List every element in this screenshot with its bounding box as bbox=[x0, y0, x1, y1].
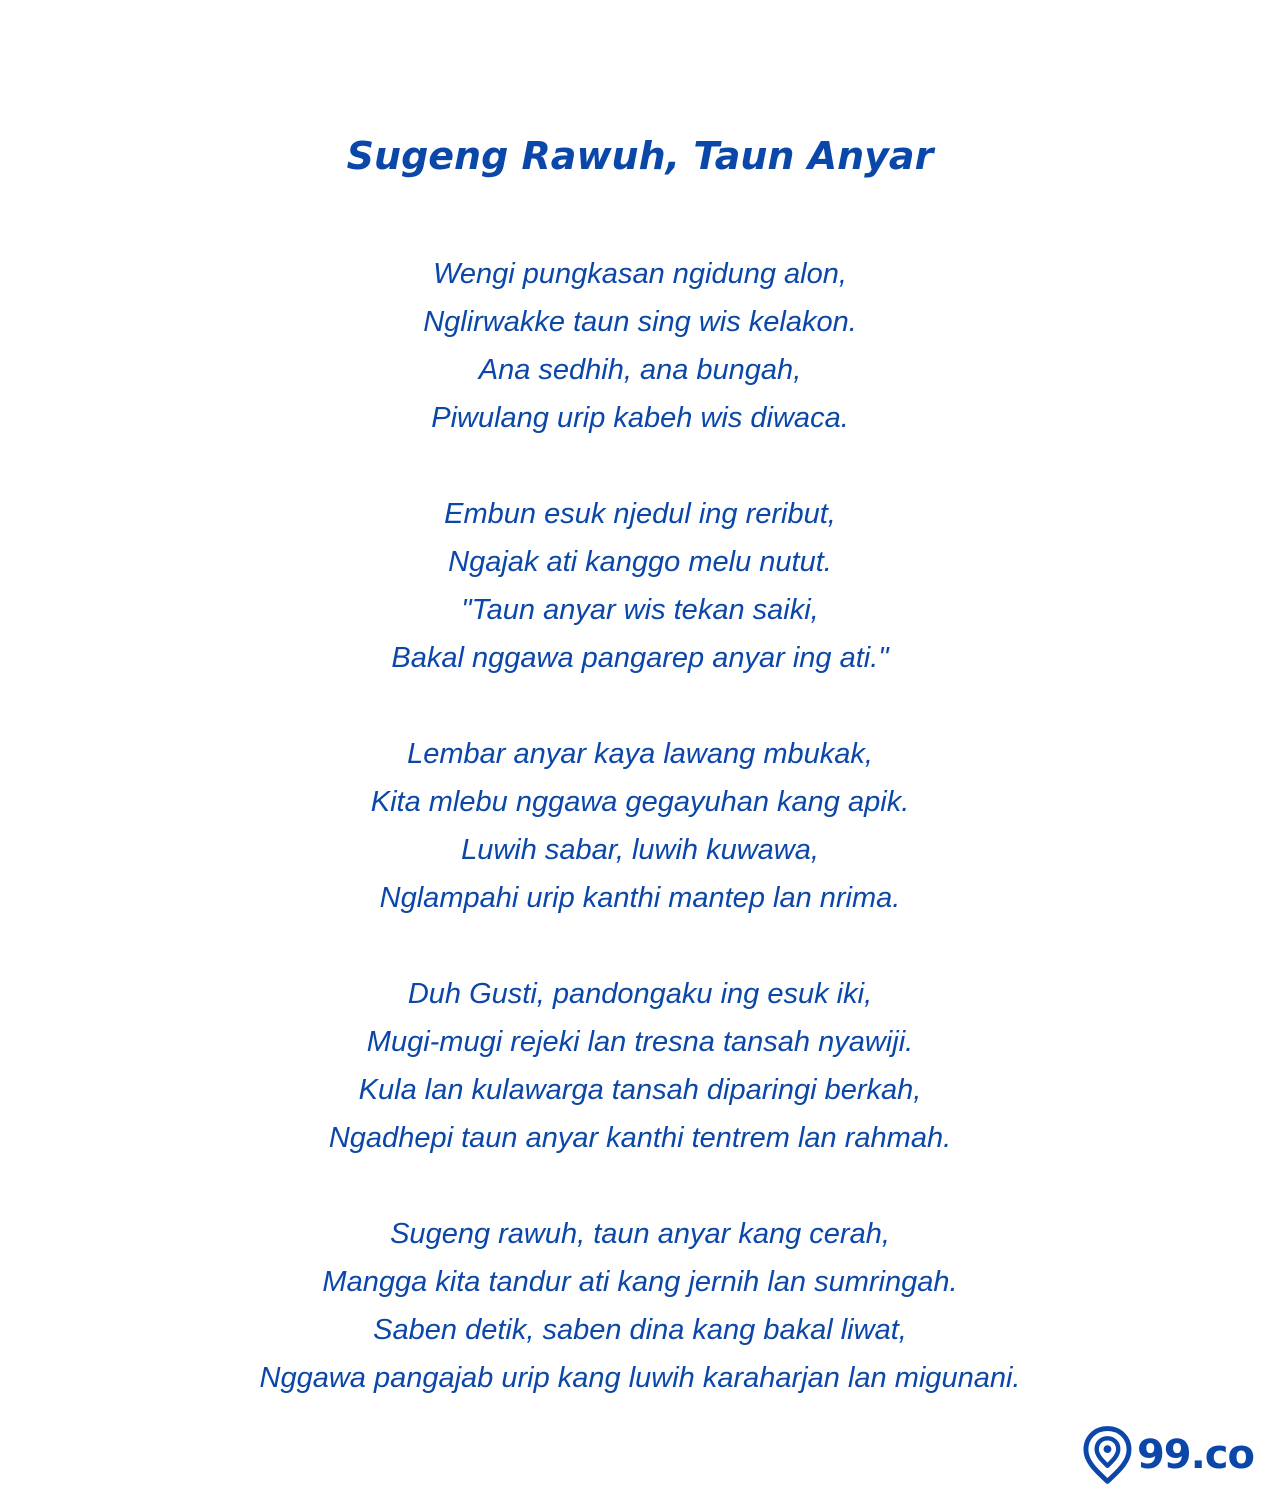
poem-line: "Taun anyar wis tekan saiki, bbox=[461, 594, 819, 626]
poem-line: Lembar anyar kaya lawang mbukak, bbox=[407, 738, 873, 770]
stanza-4 bbox=[0, 970, 1280, 1162]
poem-line: Bakal nggawa pangarep anyar ing ati." bbox=[391, 642, 889, 674]
poem-line: Luwih sabar, luwih kuwawa, bbox=[461, 834, 819, 866]
location-pin-icon bbox=[1082, 1425, 1133, 1485]
poem-line: Wengi pungkasan ngidung alon, bbox=[433, 258, 847, 290]
poem-line: Sugeng rawuh, taun anyar kang cerah, bbox=[390, 1218, 890, 1250]
poem-line: Kula lan kulawarga tansah diparingi berkah, bbox=[358, 1074, 922, 1106]
stanza-2 bbox=[0, 490, 1280, 682]
poem-line: Ana sedhih, ana bungah, bbox=[478, 354, 802, 386]
poem-line: Nglirwakke taun sing wis kelakon. bbox=[423, 306, 857, 338]
poem-line: Kita mlebu nggawa gegayuhan kang apik. bbox=[370, 786, 910, 818]
stanza-1 bbox=[0, 250, 1280, 442]
poem-line: Mangga kita tandur ati kang jernih lan sumringah. bbox=[322, 1266, 958, 1298]
brand-logo bbox=[1082, 1425, 1254, 1485]
poem-line: Duh Gusti, pandongaku ing esuk iki, bbox=[407, 978, 873, 1010]
poem-line: Nglampahi urip kanthi mantep lan nrima. bbox=[379, 882, 901, 914]
poem-line: Ngadhepi taun anyar kanthi tentrem lan rahmah. bbox=[328, 1122, 952, 1154]
poem-body bbox=[0, 250, 1280, 1450]
poem-line: Embun esuk njedul ing reribut, bbox=[444, 498, 836, 530]
poem-line: Mugi-mugi rejeki lan tresna tansah nyawiji. bbox=[366, 1026, 914, 1058]
poem-title: Sugeng Rawuh, Taun Anyar bbox=[346, 134, 934, 178]
poem-line: Nggawa pangajab urip kang luwih karaharjan lan migunani. bbox=[259, 1362, 1021, 1394]
brand-logo-text: 99.co bbox=[1136, 1432, 1254, 1478]
poem-line: Ngajak ati kanggo melu nutut. bbox=[448, 546, 832, 578]
poem-line: Piwulang urip kabeh wis diwaca. bbox=[431, 402, 849, 434]
poem-line: Saben detik, saben dina kang bakal liwat, bbox=[373, 1314, 907, 1346]
stanza-3 bbox=[0, 730, 1280, 922]
stanza-5 bbox=[0, 1210, 1280, 1402]
